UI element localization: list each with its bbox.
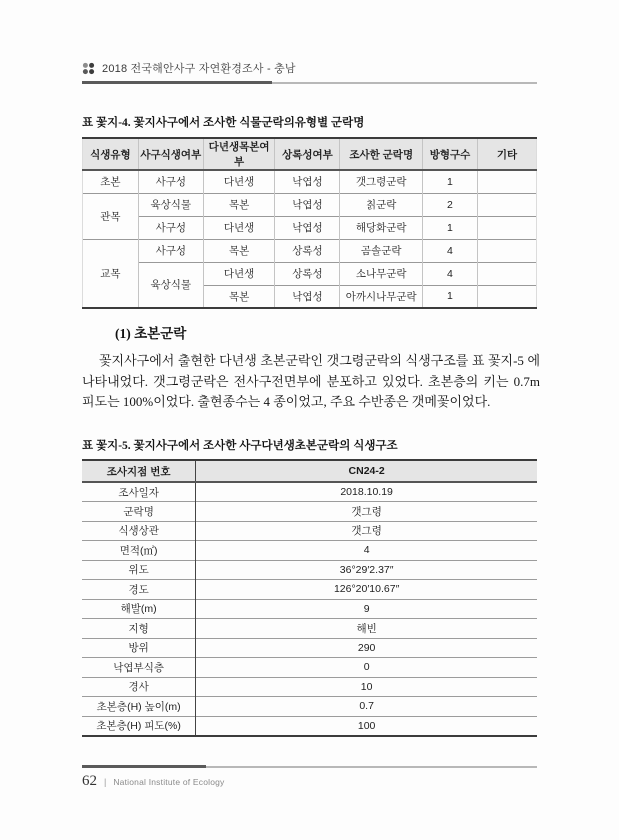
row-label: 위도 [82,560,196,580]
table-row [83,193,537,216]
column-header: 조사지점 번호 [82,460,196,482]
table-row [82,502,537,522]
table-cell: 다년생 [203,170,275,193]
row-label: 경사 [82,677,196,697]
table-header-row [83,138,537,170]
row-label: 낙엽부식층 [82,658,196,678]
row-value: 2018.10.19 [196,482,537,502]
table-row [82,482,537,502]
dots-grid-icon [82,62,95,75]
table-cell: 낙엽성 [275,170,340,193]
table-row [82,580,537,600]
table-cell: 4 [423,239,478,262]
table-cell: 4 [423,262,478,285]
table-cell: 낙엽성 [275,193,340,216]
table-cell: 1 [423,170,478,193]
column-header: 방형구수 [423,138,478,170]
table-row [83,239,537,262]
table-row [83,216,537,239]
footer-rule-dark [82,765,206,768]
table-cell: 목본 [203,193,275,216]
table-cell [477,216,536,239]
table-cell: 해당화군락 [340,216,423,239]
row-label: 식생상관 [82,521,196,541]
table-row [82,658,537,678]
row-value: 100 [196,716,537,736]
table-cell: 1 [423,216,478,239]
column-header: 식생유형 [83,138,139,170]
table-cell: 갯그령군락 [340,170,423,193]
column-header: 상록성여부 [275,138,340,170]
row-value: 0 [196,658,537,678]
table-row [83,170,537,193]
table-cell: 상록성 [275,262,340,285]
page-number: 62 [82,773,97,789]
table-row [82,560,537,580]
column-header: CN24-2 [196,460,537,482]
table-cell: 다년생 [203,216,275,239]
table-cell: 2 [423,193,478,216]
report-title: 2018 전국해안사구 자연환경조사 - 충남 [102,63,296,75]
row-value: 0.7 [196,697,537,717]
vegetation-structure-table [82,459,537,737]
table-cell: 상록성 [275,239,340,262]
row-value: 갯그령 [196,502,537,522]
row-label: 경도 [82,580,196,600]
table-cell: 다년생 [203,262,275,285]
row-label: 초본층(H) 높이(m) [82,697,196,717]
table-row [82,697,537,717]
row-label: 해발(m) [82,599,196,619]
body-paragraph: 꽃지사구에서 출현한 다년생 초본군락인 갯그령군락의 식생구조를 표 꽃지-5 에 나타내었다. 갯그령군락은 전사구전면부에 분포하고 있었다. 초본층의 키는 0.7m 피도는 100%이었다. 출현종수는 4 종이었고, 주요 수반종은 갯메꽃이었다. [82,353,540,409]
table-row [82,619,537,639]
table-cell: 초본 [83,170,139,193]
table-cell: 낙엽성 [275,285,340,308]
row-value: 126°20′10.67″ [196,580,537,600]
row-value: 4 [196,541,537,561]
table-row [82,541,537,561]
row-label: 면적(㎡) [82,541,196,561]
column-header: 사구식생여부 [138,138,203,170]
table-row [82,521,537,541]
table-cell: 사구성 [138,216,203,239]
row-label: 초본층(H) 피도(%) [82,716,196,736]
table-cell: 소나무군락 [340,262,423,285]
table-row [82,716,537,736]
publisher-name: National Institute of Ecology [113,777,225,787]
table-cell: 육상식물 [138,262,203,308]
community-type-table [82,137,537,309]
table-row [82,638,537,658]
table-cell [477,193,536,216]
table-cell: 사구성 [138,170,203,193]
section-heading: (1) 초본군락 [115,326,187,341]
page-header [82,60,296,76]
table2-caption: 표 꽃지-5. 꽃지사구에서 조사한 사구다년생초본군락의 식생구조 [82,440,398,452]
row-label: 군락명 [82,502,196,522]
table-cell: 목본 [203,285,275,308]
table-row [82,677,537,697]
table-cell: 관목 [83,193,139,239]
table-cell: 1 [423,285,478,308]
table-cell: 곰솔군락 [340,239,423,262]
row-value: 해빈 [196,619,537,639]
row-label: 방위 [82,638,196,658]
row-label: 지형 [82,619,196,639]
row-value: 10 [196,677,537,697]
table-cell [477,239,536,262]
table-header-row [82,460,537,482]
header-rule-dark [82,81,272,84]
table-cell: 교목 [83,239,139,308]
table-cell: 육상식물 [138,193,203,216]
table-row [82,599,537,619]
table-cell: 아까시나무군락 [340,285,423,308]
column-header: 다년생목본여부 [203,138,275,170]
table-cell: 낙엽성 [275,216,340,239]
row-value: 갯그령 [196,521,537,541]
column-header: 조사한 군락명 [340,138,423,170]
table-cell: 목본 [203,239,275,262]
footer-separator: | [104,777,107,787]
row-label: 조사일자 [82,482,196,502]
column-header: 기타 [477,138,536,170]
table1-caption: 표 꽃지-4. 꽃지사구에서 조사한 식물군락의유형별 군락명 [82,117,365,129]
row-value: 36°29′2.37″ [196,560,537,580]
page-footer [82,773,225,790]
table-cell: 칡군락 [340,193,423,216]
table-cell [477,170,536,193]
table-row [83,262,537,285]
table-cell [477,285,536,308]
row-value: 9 [196,599,537,619]
row-value: 290 [196,638,537,658]
table-cell: 사구성 [138,239,203,262]
table-cell [477,262,536,285]
